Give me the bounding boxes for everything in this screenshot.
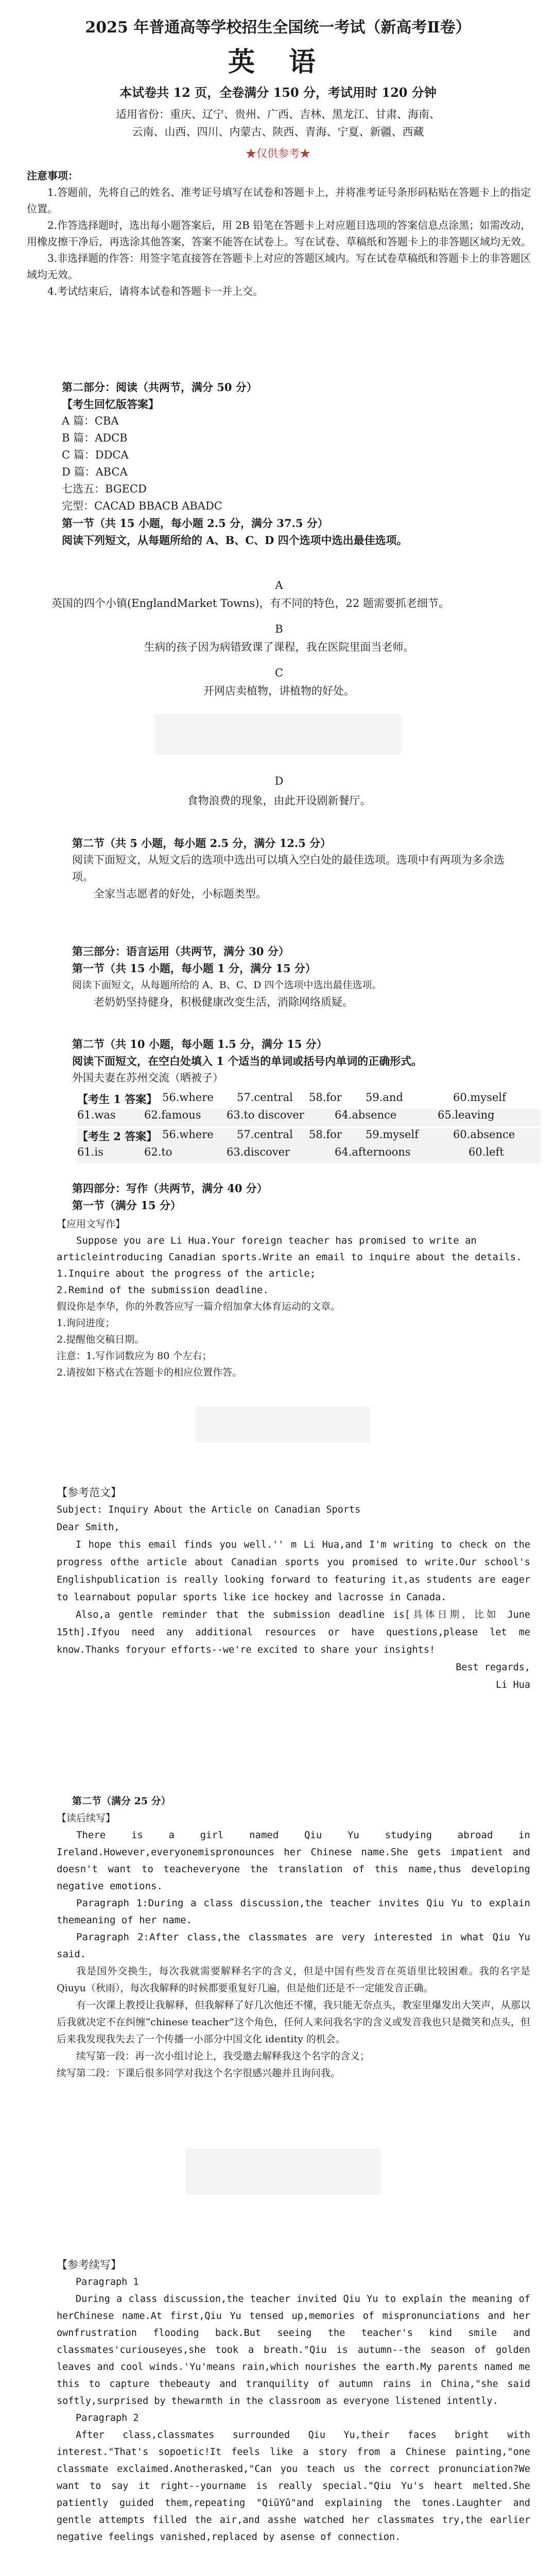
part3-sec1-instr: 阅读下面短文，从每题所给的 A、B、C、D 四个选项中选出最佳选项。 [72, 979, 382, 991]
sample-name: Li Hua [496, 1680, 530, 1690]
notes-section [27, 167, 531, 299]
answer-row-1b [77, 1109, 541, 1126]
cont-paragraph-2: After class,classmates surrounded Qiu Yu,their faces bright with interest."That's sopoetic!It feels like a story from a Chinese painting,"one classmate exclaimed.Anotherasked,"Can you teach us the correct pronunciation?We want to say it right--yourname is really special."Qiu Yu's heart melted.She patiently guided them,repeating "QiūYǔ"and explaining the tones.Laughter and gentle attempts filled the air,and asshe watched her classmates try,the earlier negative feelings vanished,replaced by asense of connection. [57, 2430, 530, 2543]
passage-d-letter: D [274, 775, 284, 787]
blank-area [196, 1406, 371, 1443]
ans-cell: 64.absence [335, 1109, 397, 1121]
sample-essay [57, 1484, 530, 1694]
subject-title: 英 语 [228, 46, 328, 78]
passage-c-desc: 开网店卖植物，讲植物的好处。 [203, 685, 355, 697]
exam-title: 2025 年普通高等学校招生全国统一考试（新高考Ⅱ卷） [85, 19, 471, 37]
ans-cell: 63.discover [227, 1146, 290, 1158]
part2-answers-label: 【考生回忆版答案】 [62, 398, 159, 411]
sample-label: 【参考范文】 [57, 1486, 121, 1499]
sample-subject: Subject: Inquiry About the Article on Canadian Sports [57, 1504, 361, 1515]
part4-section [72, 1180, 525, 1214]
continuation-reference [57, 2257, 530, 2546]
ans-cell: 60.absence [453, 1128, 515, 1141]
continuation-ref-label: 【参考续写】 [57, 2259, 121, 2271]
answer-row-1a [77, 1091, 541, 1109]
blank-area [185, 2148, 381, 2195]
ans-cell: 62.famous [144, 1109, 201, 1121]
part4-sec1-heading: 第一节（满分 15 分） [72, 1199, 181, 1212]
part2-heading: 第二部分：阅读（共两节，满分 50 分） [62, 381, 257, 394]
note-item: 4.考试结束后，请将本试卷和答题卡一并上交。 [47, 285, 264, 297]
part2-sec2-instr: 阅读下面短文，从短文后的选项中选出可以填入空白处的最佳选项。选项中有两项为多余选项。 [72, 854, 505, 883]
story-paragraph: There is a girl named Qiu Yu studying abroad in Ireland.However,everyonemispronounces her Chinese name.She gets impatient and doesn't want to teacheveryone the translation of this name,thus developing negative emotions. [57, 1829, 530, 1892]
passage-b-desc: 生病的孩子因为病错致课了课程，我在医院里面当老师。 [144, 641, 414, 653]
ans1-label: 【考生 1 答案】 [77, 1093, 158, 1106]
part3-sec2-heading: 第二节（共 10 小题，每小题 1.5 分，满分 15 分） [72, 1038, 327, 1050]
reference-only-badge: ★仅供参考★ [246, 147, 310, 160]
ans-cell: 59.myself [366, 1128, 419, 1141]
sample-paragraph-2: Also,a gentle reminder that the submission deadline is[具体日期，比如 June 15th].Ifyou need any additional resources or have questions,please let me know.Thanks foryour efforts--we're excited to share your insights! [57, 1609, 530, 1655]
applied-note-label: 注意： [57, 1350, 86, 1362]
cont-p2-label: Paragraph 2 [76, 2413, 139, 2424]
story-cn-paragraph: 续写第一段：再一次小组讨论上，我受邀去解释我这个名字的含义； [76, 2050, 370, 2062]
part4-heading: 第四部分：写作（共两节，满分 40 分） [72, 1182, 268, 1195]
passage-a-desc: 英国的四个小镇(EnglandMarket Towns)，有不同的特色，22 题需要抓老细节。 [51, 597, 449, 609]
part2-sec2-desc: 全家当志愿者的好处，小标题类型。 [94, 888, 267, 900]
story-cn-paragraph: 我是国外交换生，每次我就需要解释名字的含义，但是中国有些发音在英语里比较困难。我的名字是Qiuyu（秋雨），每次我解释的时候都要重复好几遍，但是他们还是不一定能发音正确。 [57, 1965, 530, 1994]
applied-cn-point: 2.提醒他交稿日期。 [57, 1334, 145, 1345]
part3-sec1-heading: 第一节（共 15 小题，每小题 1 分，满分 15 分） [72, 962, 316, 975]
ans-cell: 57.central [237, 1128, 293, 1141]
story-cn-paragraph: 续写第二段：下课后很多同学对我这个名字很感兴趣并且询问我。 [57, 2067, 341, 2079]
ans-cell: 56.where [162, 1128, 214, 1141]
ans-cell: 65.leaving [438, 1109, 495, 1121]
part3-sec2-desc: 外国夫妻在苏州交流（晒被子） [72, 1072, 223, 1084]
story-cn-paragraph: 有一次课上教授让我解释，但我解释了好几次他还不懂，我只能无奈点头，教室里爆发出大笑声，从那以后我就决定不在纠缠“chinese teacher”这个角色，任何人来问我名字的含义或发音我也只是微笑和点头，但后来我发现我失去了一个传播一小部分中国文化 identity 的机会。 [57, 1999, 530, 2045]
answer-row-2a [77, 1128, 541, 1146]
part3-section [72, 943, 525, 1011]
applied-note: 1.写作词数应为 80 个左右； [86, 1350, 212, 1362]
answer-line: D 篇：ABCA [62, 466, 128, 478]
applied-writing-prompt: Suppose you are Li Hua.Your foreign teacher has promised to write an articleintroducing Canadian sports.Write an email to inquire about the details. [57, 1235, 522, 1263]
passage-d-desc: 食物浪费的现象，由此开设剧新餐厅。 [187, 794, 371, 807]
note-item: 1.答题前，先将自己的姓名、准考证号填写在试卷和答题卡上，并将准考证号条形码粘贴在答题卡上的指定位置。 [27, 186, 531, 215]
part2-sec1-instr: 阅读下列短文，从每题所给的 A、B、C、D 四个选项中选出最佳选项。 [62, 534, 408, 547]
applied-writing-label: 【应用文写作】 [57, 1218, 126, 1230]
part3-sec2 [72, 1036, 525, 1087]
part2-sec2 [72, 835, 525, 903]
ans-cell: 57.central [237, 1091, 293, 1104]
notes-heading: 注意事项： [27, 170, 78, 182]
applied-writing [57, 1216, 530, 1381]
ans-cell: 60.myself [453, 1091, 506, 1104]
ans-cell: 61.was [77, 1109, 116, 1121]
answer-line: 七选五：BGECD [62, 483, 147, 495]
answer-line: B 篇：ADCB [62, 432, 128, 444]
ans-cell: 58.for [309, 1128, 342, 1141]
part3-sec2-instr: 阅读下面短文，在空白处填入 1 个适当的单词或括号内单词的正确形式。 [72, 1055, 423, 1067]
exam-info: 本试卷共 12 页，全卷满分 150 分，考试用时 120 分钟 [119, 85, 437, 100]
answer-line: C 篇：DDCA [62, 449, 129, 461]
continuation-label: 【读后续写】 [57, 1812, 116, 1824]
ans-cell: 59.and [366, 1091, 403, 1104]
regions-line-2: 云南、山西、四川、内蒙古、陕西、青海、宁夏、新疆、西藏 [132, 126, 424, 138]
passage-c-letter: C [274, 667, 284, 679]
sample-paragraph-1: I hope this email finds you well.'' m Li Hua,and I'm writing to check on the progress ofthe article about Canadian sports you promised to write.Our school's Englishpublication is really looking forward to featuring it,as students are eager to learnabout popular sports like ice hockey and lacrosse in Canada. [57, 1539, 530, 1603]
story-paragraph: Paragraph 1:During a class discussion,the teacher invites Qiu Yu to explain themeaning of her name. [57, 1897, 530, 1926]
applied-cn-prompt: 假设你是李华，你的外教答应写一篇介绍加拿大体育运动的文章。 [57, 1301, 341, 1312]
part3-sec1-desc: 老奶奶坚持健身，积极健康改变生活，消除网络质疑。 [94, 996, 353, 1008]
ans-cell: 56.where [162, 1091, 214, 1104]
ans-cell: 63.to discover [227, 1109, 304, 1121]
ans-cell: 58.for [309, 1091, 342, 1104]
answer-line: 完型：CACAD BBACB ABADC [62, 500, 222, 512]
cont-paragraph-1: During a class discussion,the teacher invited Qiu Yu to explain the meaning of herChinese name.At first,Qiu Yu tensed up,memories of mispronunciations and her ownfrustration flooding back.But seeing the teacher's kind smile and classmates'curiouseyes,she took a breath."Qiu is autumn--the season of golden leaves and cool winds.'Yu'means rain,which nourishes the earth.My parents named me this to capture thebeauty and tranquility of autumn rains in China,"she said softly,surprised by thewarmth in the classroom as everyone listened intently. [57, 2294, 530, 2406]
story-paragraph: Paragraph 2:After class,the classmates are very interested in what Qiu Yu said. [57, 1931, 530, 1960]
applied-point: 1.Inquire about the progress of the article; [57, 1268, 316, 1279]
cont-p1-label: Paragraph 1 [76, 2277, 139, 2287]
passage-a-letter: A [275, 579, 283, 591]
blank-area [154, 714, 402, 755]
answer-row-2b [77, 1146, 541, 1163]
continuation-task [57, 1793, 530, 2082]
note-item: 2.作答选择题时，选出每小题答案后，用 2B 铅笔在答题卡上对应题目选项的答案信息点涂黑；如需改动，用橡皮擦干净后，再选涂其他答案，答案不能答在试卷上。写在试卷、草稿纸和答题卡上的非答题区域均无效。 [27, 219, 531, 248]
part2-section [62, 379, 525, 549]
answer-line: A 篇：CBA [62, 415, 119, 427]
applied-point: 2.Remind of the submission deadline. [57, 1284, 269, 1296]
passage-b-letter: B [275, 623, 283, 635]
part2-sec2-heading: 第二节（共 5 小题，每小题 2.5 分，满分 12.5 分） [72, 837, 332, 850]
sample-closing: Best regards, [456, 1662, 530, 1673]
applied-note: 2.请按如下格式在答题卡的相应位置作答。 [57, 1367, 242, 1378]
ans2-label: 【考生 2 答案】 [77, 1130, 158, 1143]
note-item: 3.非选择题的作答：用签字笔直接答在答题卡上对应的答题区域内。写在试卷草稿纸和答题卡上的非答题区域均无效。 [27, 252, 531, 281]
regions-line-1: 适用省份：重庆、辽宁、贵州、广西、吉林、黑龙江、甘肃、海南、 [116, 108, 440, 121]
ans-cell: 62.to [144, 1146, 172, 1158]
part4-sec2-heading: 第二节（满分 25 分） [72, 1795, 171, 1807]
applied-cn-point: 1.询问进度； [57, 1317, 115, 1329]
part2-sec1-heading: 第一节（共 15 小题，每小题 2.5 分，满分 37.5 分） [62, 517, 328, 530]
part3-heading: 第三部分：语言运用（共两节，满分 30 分） [72, 945, 289, 958]
sample-greeting: Dear Smith, [57, 1522, 120, 1533]
ans-cell: 61.is [77, 1146, 103, 1158]
ans-cell: 64.afternoons [335, 1146, 411, 1158]
ans-cell: 60.left [468, 1146, 504, 1158]
